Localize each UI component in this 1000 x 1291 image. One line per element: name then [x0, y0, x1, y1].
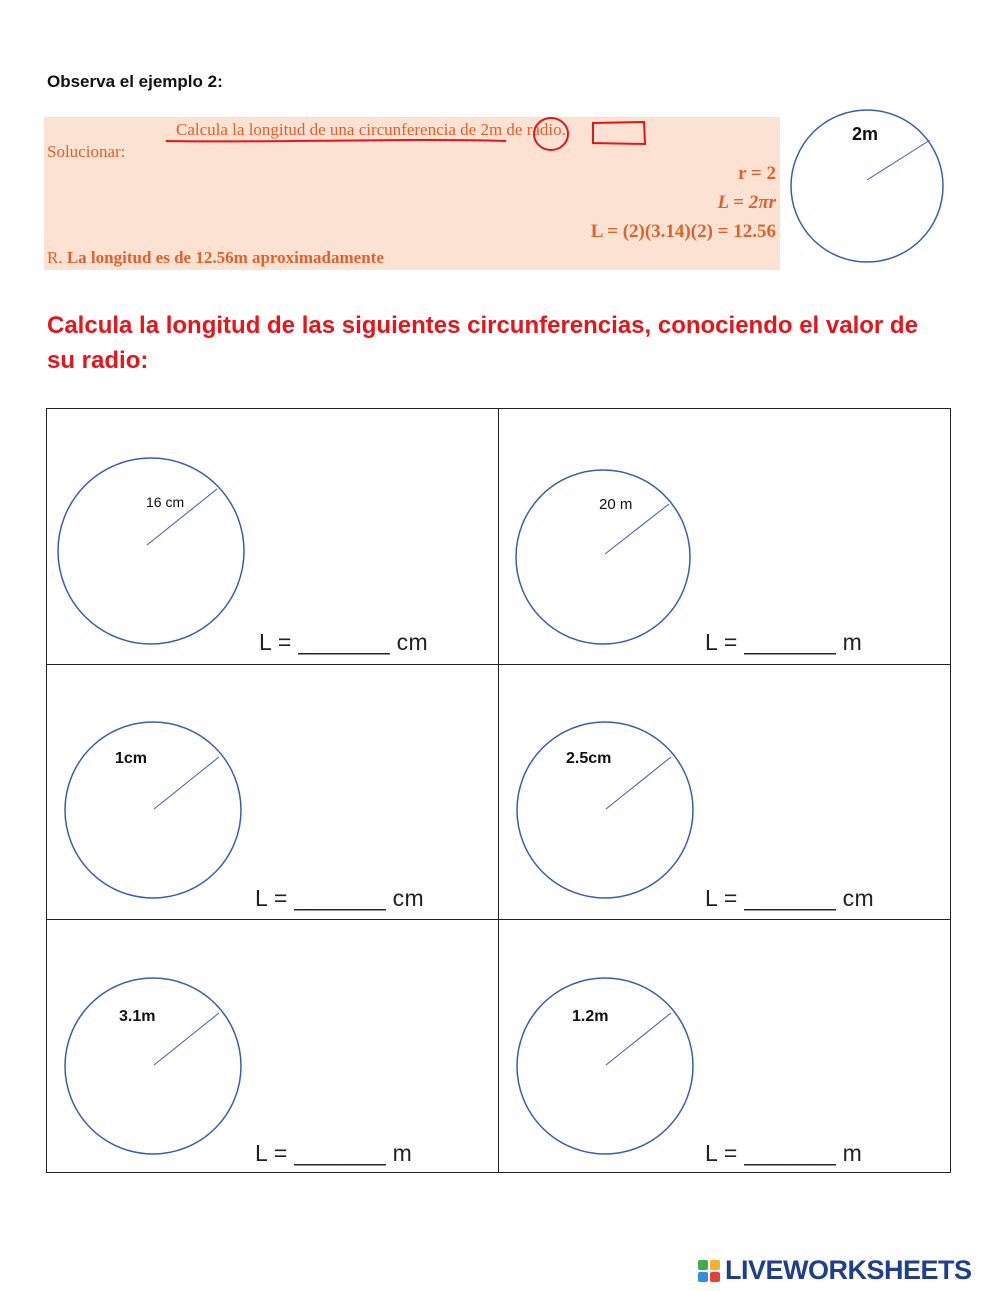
example-step-radius: r = 2	[738, 163, 776, 184]
circle-outline	[65, 978, 241, 1154]
radius-label: 20 m	[599, 496, 633, 513]
example-answer	[47, 248, 384, 268]
circle-outline	[58, 458, 244, 644]
example-circle	[790, 100, 965, 275]
radius-line	[606, 1013, 671, 1065]
exercise-circle	[47, 409, 307, 659]
example-step-formula: L = 2πr	[717, 192, 776, 213]
exercise-cell	[499, 664, 950, 919]
circle-outline	[65, 722, 241, 898]
liveworksheets-logo-icon	[697, 1259, 721, 1283]
logo-text: LIVEWORKSHEETS	[725, 1255, 972, 1285]
exercise-circle	[47, 665, 307, 915]
exercise-circle	[499, 665, 759, 915]
radius-label: 16 cm	[146, 494, 185, 510]
liveworksheets-logo[interactable]	[697, 1255, 972, 1286]
example-solve-label: Solucionar:	[47, 142, 126, 161]
exercise-circle	[499, 920, 759, 1170]
example-step-result: L = (2)(3.14)(2) = 12.56	[590, 221, 776, 242]
radius-label: 1.2m	[572, 1008, 609, 1025]
answer-blank[interactable]: L = _______ m	[705, 1140, 863, 1166]
box-mark	[593, 122, 645, 144]
task-title: Calcula la longitud de las siguientes circunferencias, conociendo el valor de su radio:	[47, 312, 918, 374]
exercise-cell	[499, 919, 950, 1172]
radius-line	[606, 757, 671, 809]
exercise-circle	[47, 920, 307, 1170]
example-prompt: Calcula la longitud de una circunferencia de 2m de radio.	[176, 120, 566, 139]
intro-heading: Observa el ejemplo 2:	[47, 72, 223, 91]
answer-blank[interactable]: L = _______ cm	[259, 629, 428, 655]
exercise-cell	[47, 919, 499, 1172]
radius-label: 1cm	[115, 750, 148, 767]
exercise-cell	[47, 664, 499, 919]
circle-outline	[517, 722, 693, 898]
example-answer-text: La longitud es de 12.56m aproximadamente	[66, 248, 384, 267]
radius-label: 2.5cm	[566, 750, 612, 767]
answer-blank[interactable]: L = _______ cm	[705, 885, 874, 911]
exercise-grid	[46, 408, 951, 1173]
exercise-cell	[499, 409, 950, 664]
answer-blank[interactable]: L = _______ m	[705, 629, 863, 655]
example-answer-prefix: R.	[47, 248, 63, 267]
example-radius-line	[867, 140, 930, 180]
underline-mark	[166, 140, 506, 141]
circle-outline	[517, 978, 693, 1154]
radius-line	[154, 1013, 219, 1065]
example-box	[44, 117, 780, 270]
radius-label: 3.1m	[119, 1008, 156, 1025]
radius-line	[154, 757, 219, 809]
exercise-circle	[499, 409, 759, 659]
exercise-cell	[47, 409, 499, 664]
answer-blank[interactable]: L = _______ m	[255, 1140, 413, 1166]
answer-blank[interactable]: L = _______ cm	[255, 885, 424, 911]
example-circle-label: 2m	[852, 124, 879, 144]
